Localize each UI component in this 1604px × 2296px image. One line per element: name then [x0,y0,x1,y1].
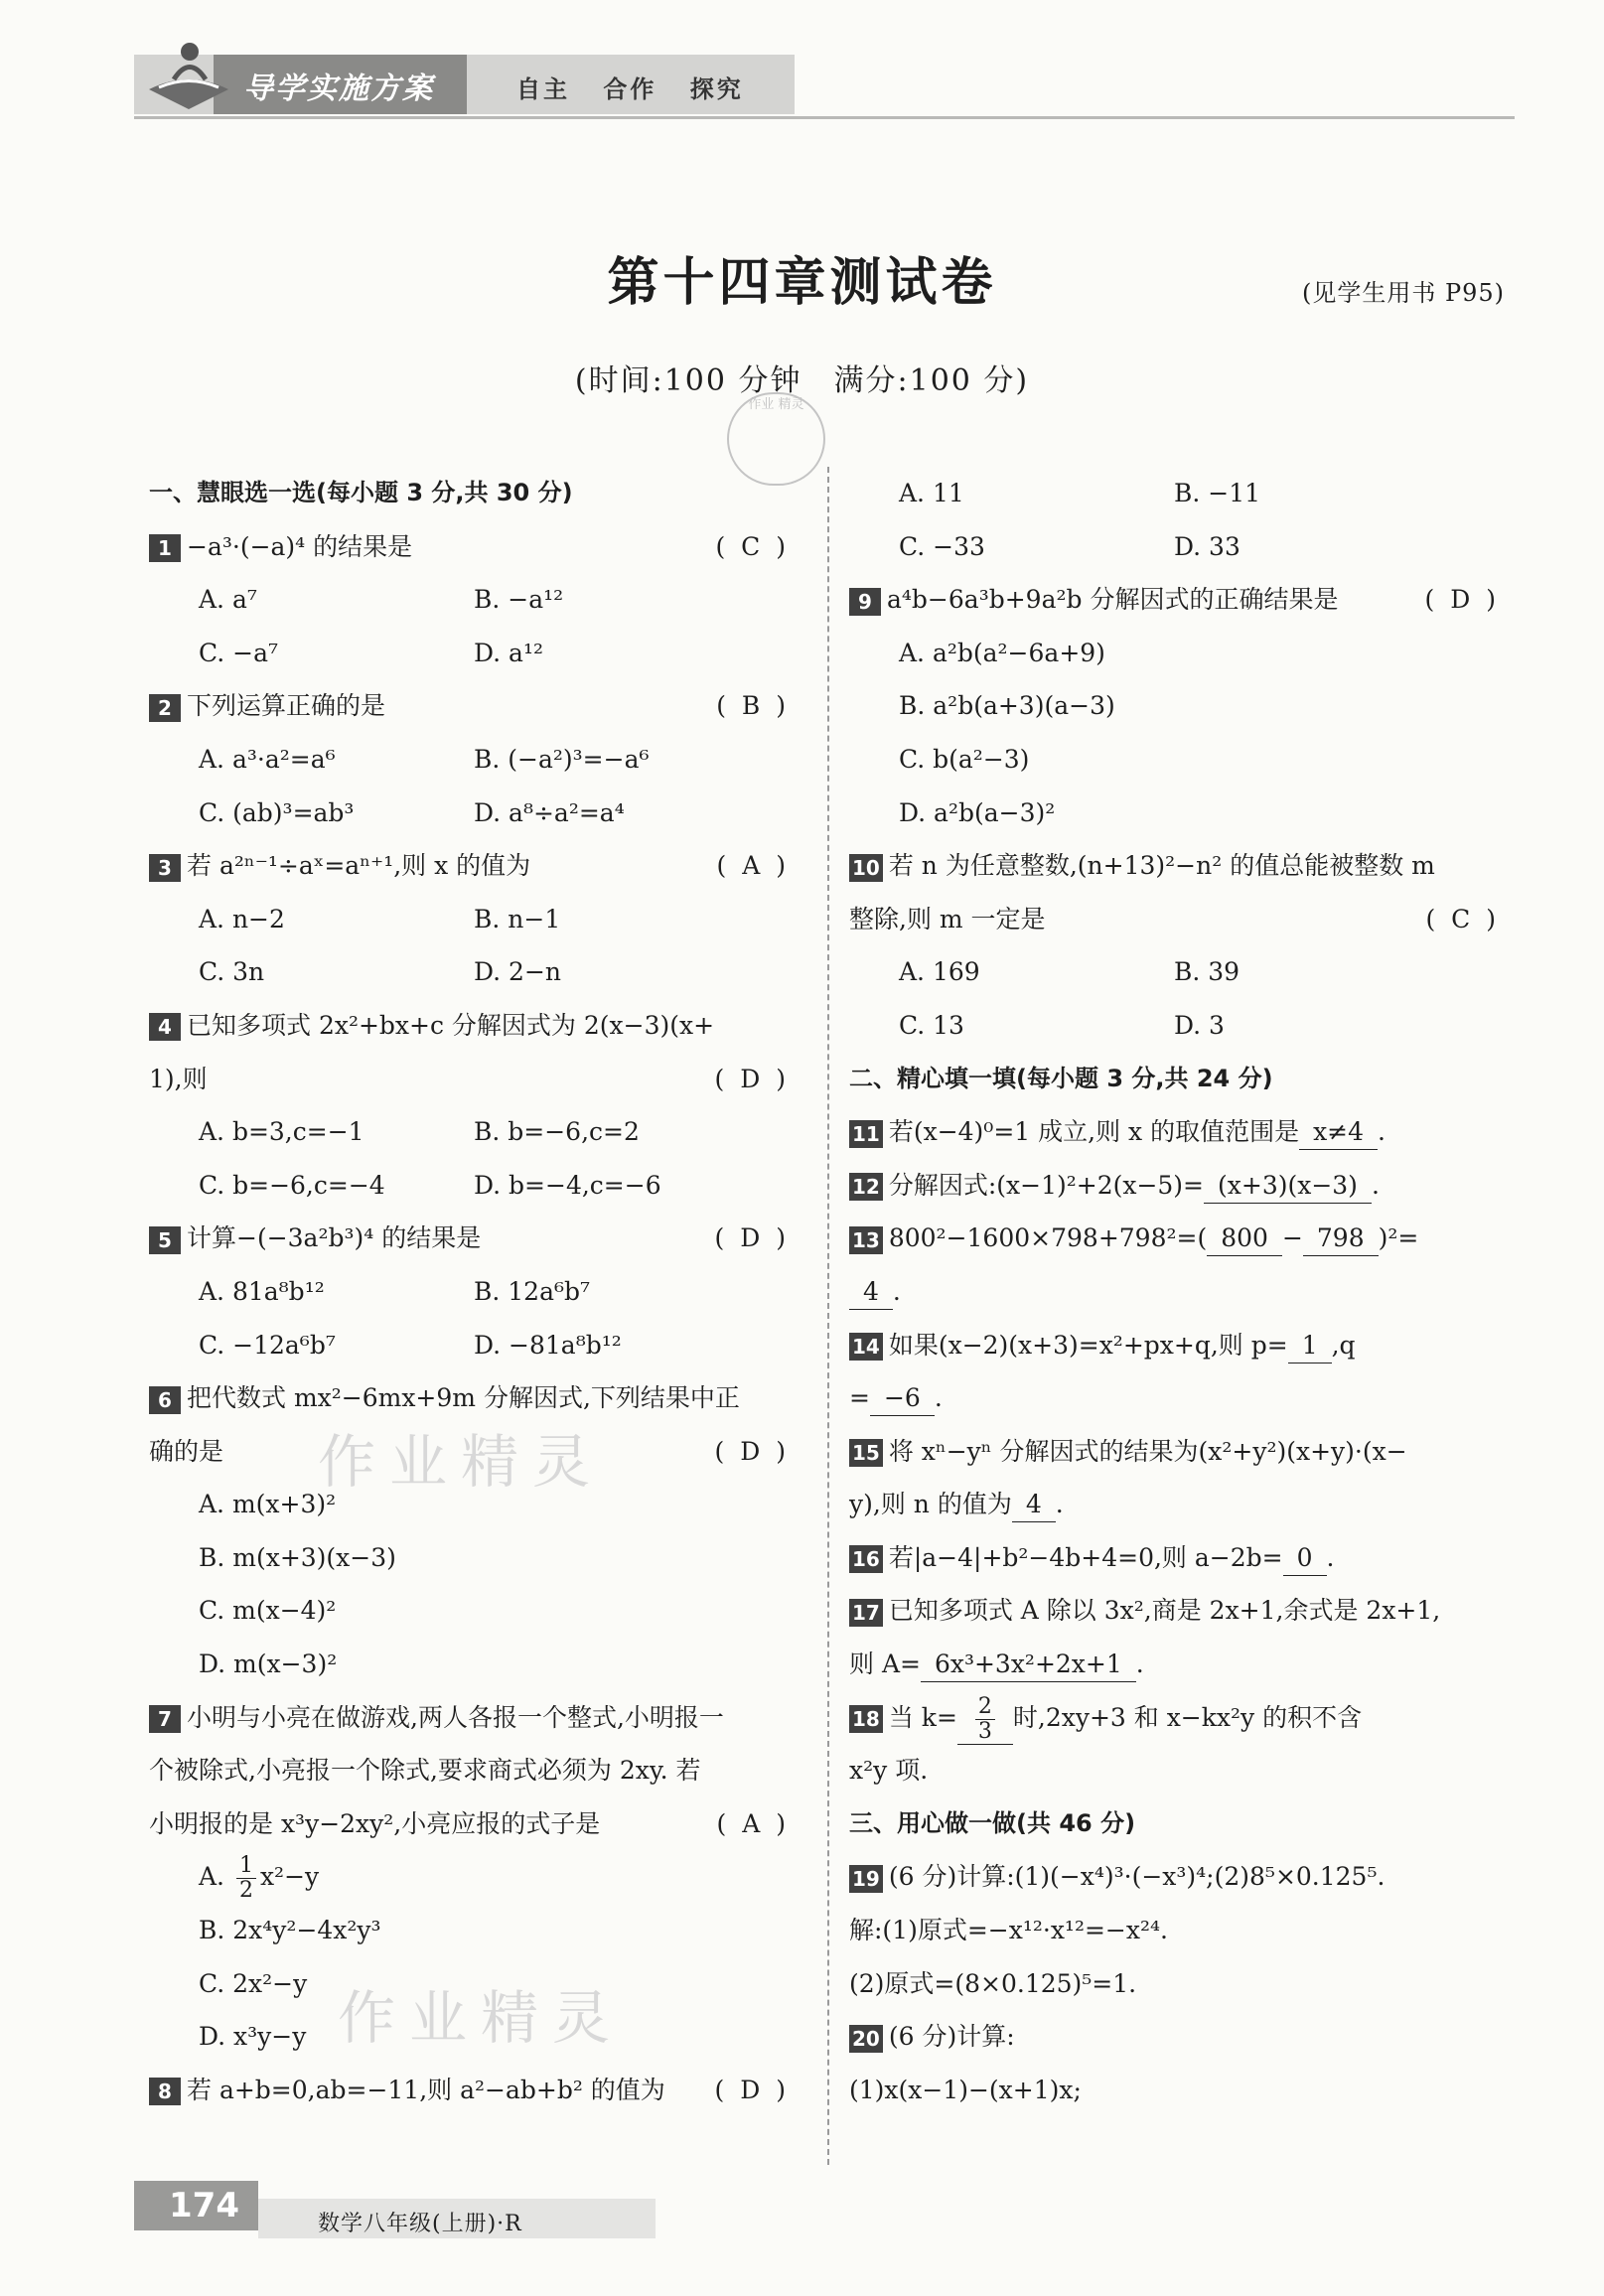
answer-choice: ( D ) [1424,585,1500,615]
question-text: 整除,则 m 一定是 [849,904,1046,933]
book-logo-icon [144,30,233,114]
answer-blank: 4 [1012,1488,1056,1522]
option: D. a²b(a−3)² [899,797,1056,827]
option-row [149,893,800,946]
question-number: 15 [849,1439,883,1467]
right-column [849,467,1510,2116]
question-text: 若(x−4)⁰=1 成立,则 x 的取值范围是 [888,1117,1300,1147]
option: C. m(x−4)² [199,1596,337,1626]
answer-blank: x≠4 [1299,1115,1378,1150]
option: D. 33 [1174,531,1240,561]
question [849,1212,1510,1265]
question [849,573,1510,627]
question-number: 20 [849,2025,883,2053]
question-number: 1 [149,534,181,562]
question-number: 19 [849,1865,883,1893]
header-tags: 自主 合作 探究 [516,75,744,103]
question-text: . [1326,1542,1335,1572]
option: A. 11 [899,479,964,507]
question-text: 则 A= [849,1650,921,1679]
option: B. −11 [1174,479,1261,507]
answer-choice: ( D ) [714,1436,790,1466]
question [149,839,800,893]
question-text: ,q [1331,1330,1356,1360]
option-row [149,1478,800,1531]
question-text: 将 xⁿ−yⁿ 分解因式的结果为(x²+y²)(x+y)·(x− [888,1436,1407,1466]
watermark: 作业精灵 [318,1428,605,1496]
option-row [149,945,800,999]
option: A. m(x+3)² [199,1490,337,1519]
section-heading: 三、用心做一做(共 46 分) [849,1808,1136,1837]
option-row [149,1850,800,1904]
option: D. 3 [1174,1010,1225,1040]
question-text: . [934,1383,943,1413]
question-text: 小明与小亮在做游戏,两人各报一个整式,小明报一 [187,1702,724,1732]
time-score-info: (时间:100 分钟 满分:100 分) [574,363,1030,398]
option: D. a¹² [474,638,543,667]
fraction-denominator: 3 [977,1718,992,1744]
text-line [849,2064,1510,2117]
option-row [149,787,800,840]
text-line [849,1371,1510,1425]
option: C. b=−6,c=−4 [199,1170,385,1200]
option: A. 81a⁸b¹² [199,1276,325,1306]
question [849,1691,1510,1745]
question [149,679,800,733]
option: C. 2x²−y [199,1968,308,1998]
option-row [149,1584,800,1638]
question-number: 18 [849,1705,883,1733]
answer-choice: ( D ) [714,1223,790,1253]
watermark: 作业精灵 [338,1984,625,2052]
answer-choice: ( A ) [716,851,790,881]
text-line [849,1904,1510,1957]
question-number: 6 [149,1386,181,1414]
question-text: 已知多项式 A 除以 3x²,商是 2x+1,余式是 2x+1, [888,1596,1441,1626]
option: C. −a⁷ [199,638,279,667]
option-row [849,787,1510,840]
option: B. 2x⁴y²−4x²y³ [199,1916,381,1945]
question-text: (2)原式=(8×0.125)⁵=1. [849,1968,1137,1998]
question-number: 3 [149,854,181,882]
answer-blank: 4 [849,1275,893,1310]
option: C. (ab)³=ab³ [199,797,355,827]
question-text: . [892,1276,901,1306]
question-text: 解:(1)原式=−x¹²·x¹²=−x²⁴. [849,1916,1168,1945]
text-line [149,1797,800,1851]
option: A. 169 [899,957,980,987]
answer-blank: −6 [870,1381,935,1416]
option: C. −33 [899,531,985,561]
option-row [149,2010,800,2064]
question-text: 若 a+b=0,ab=−11,则 a²−ab+b² 的值为 [187,2075,665,2104]
option-row [149,1319,800,1372]
section-heading: 一、慧眼选一选(每小题 3 分,共 30 分) [149,479,573,506]
text-line [849,1478,1510,1531]
question-text: . [1135,1650,1144,1679]
option: B. 39 [1174,957,1240,987]
question-text: x²y 项. [849,1756,929,1786]
text-line [149,1744,800,1797]
question [849,1531,1510,1585]
question-number: 17 [849,1599,883,1627]
option: B. (−a²)³=−a⁶ [474,744,650,774]
option-row [149,573,800,627]
question-text: 800²−1600×798+798²=( [888,1223,1208,1253]
option: D. a⁸÷a²=a⁴ [474,797,625,827]
question-number: 12 [849,1173,883,1201]
question-text: (1)x(x−1)−(x+1)x; [849,2075,1082,2104]
question [849,839,1510,893]
option: B. m(x+3)(x−3) [199,1542,396,1572]
option: C. 13 [899,1010,964,1040]
question-text: = [849,1383,870,1413]
question [849,1105,1510,1159]
question-number: 16 [849,1545,883,1573]
option: B. a²b(a+3)(a−3) [899,691,1115,721]
option: B. b=−6,c=2 [474,1117,640,1147]
answer-blank: 1 [1288,1329,1332,1363]
text-line [849,1265,1510,1319]
question-text: − [1281,1223,1303,1253]
question [849,1584,1510,1638]
question [149,1212,800,1265]
question-text: 分解因式:(x−1)²+2(x−5)= [888,1170,1205,1200]
page-title: 第十四章测试卷 [607,252,997,313]
column-divider [827,467,829,2165]
text-line [849,1957,1510,2011]
option-row [149,1957,800,2011]
answer-choice: ( C ) [1425,904,1500,933]
question-text: 当 k= [888,1702,957,1732]
option: A. a³·a²=a⁶ [199,744,336,774]
answer-blank: 6x³+3x²+2x+1 [921,1648,1136,1682]
header-brand: 导学实施方案 [243,72,434,106]
option: A. b=3,c=−1 [199,1117,365,1147]
book-reference: (见学生用书 P95) [1301,279,1505,307]
left-column [149,467,800,2116]
option: D. 2−n [474,957,562,987]
option: D. m(x−3)² [199,1650,338,1679]
option: B. n−1 [474,904,561,933]
question-text: 若|a−4|+b²−4b+4=0,则 a−2b= [888,1542,1283,1572]
answer-choice: ( D ) [714,1064,790,1093]
question-text: . [1378,1117,1385,1147]
question-text: y),则 n 的值为 [849,1490,1012,1519]
fraction [975,1695,995,1744]
question [149,2064,800,2117]
question-text: 计算−(−3a²b³)⁴ 的结果是 [187,1223,482,1253]
question-text: 时,2xy+3 和 x−kx²y 的积不含 [1012,1702,1363,1732]
question [149,999,800,1053]
question-number: 14 [849,1333,883,1361]
question-text: 若 a²ⁿ⁻¹÷aˣ=aⁿ⁺¹,则 x 的值为 [187,851,531,881]
question-text: 确的是 [149,1436,224,1466]
option-row [149,733,800,787]
question-text: . [1371,1170,1380,1200]
answer-choice: ( D ) [714,2075,790,2104]
question-number: 13 [849,1226,883,1254]
text-line [849,1744,1510,1797]
answer-blank: 800 [1207,1221,1282,1256]
option-row [849,467,1510,520]
question-text: (6 分)计算: [888,2022,1015,2052]
header-rule [134,116,1515,119]
question [149,520,800,574]
option-row [849,627,1510,680]
question [849,1319,1510,1372]
option: B. −a¹² [474,585,564,615]
answer-blank [957,1695,1013,1745]
question-text: 已知多项式 2x²+bx+c 分解因式为 2(x−3)(x+ [187,1010,715,1040]
fraction-numerator: 2 [975,1695,995,1720]
question-text: −a³·(−a)⁴ 的结果是 [187,531,413,561]
answer-blank: 0 [1283,1541,1327,1576]
question-number: 11 [849,1120,883,1148]
option: D. −81a⁸b¹² [474,1330,622,1360]
option: C. 3n [199,957,265,987]
question-number: 10 [849,854,883,882]
question-text: (6 分)计算:(1)(−x⁴)³·(−x³)⁴;(2)8⁵×0.125⁵. [888,1862,1385,1892]
option: D. x³y−y [199,2022,307,2052]
text-line [849,1638,1510,1691]
question-text: 把代数式 mx²−6mx+9m 分解因式,下列结果中正 [187,1383,740,1413]
question-number: 8 [149,2078,181,2105]
question [849,1425,1510,1479]
fraction-denominator: 2 [238,1878,253,1904]
question-text: 小明报的是 x³y−2xy²,小亮应报的式子是 [149,1808,601,1838]
question-number: 9 [849,588,881,616]
question-text: 个被除式,小亮报一个除式,要求商式必须为 2xy. 若 [149,1756,701,1786]
fraction-numerator: 1 [236,1854,256,1879]
question [149,1691,800,1745]
option-row [149,627,800,680]
answer-choice: ( B ) [716,691,790,721]
question-text: 若 n 为任意整数,(n+13)²−n² 的值总能被整数 m [888,851,1435,881]
answer-blank: 798 [1303,1221,1379,1256]
option: D. b=−4,c=−6 [474,1170,661,1200]
option-row [149,1531,800,1585]
option: A. a²b(a²−6a+9) [899,638,1105,667]
option: C. b(a²−3) [899,744,1030,774]
answer-blank: (x+3)(x−3) [1204,1169,1372,1204]
answer-choice: ( C ) [715,531,790,561]
question-text: 如果(x−2)(x+3)=x²+px+q,则 p= [888,1330,1288,1360]
question-number: 5 [149,1226,181,1254]
question-number: 4 [149,1013,181,1041]
question-text: . [1055,1490,1064,1519]
question [149,1371,800,1425]
option-row [149,1904,800,1957]
option: C. −12a⁶b⁷ [199,1330,336,1360]
option-row [849,679,1510,733]
section-heading: 二、精心填一填(每小题 3 分,共 24 分) [849,1064,1273,1092]
question-text: a⁴b−6a³b+9a²b 分解因式的正确结果是 [887,585,1339,615]
option-row [849,999,1510,1053]
option: A. n−2 [199,904,285,933]
option: B. 12a⁶b⁷ [474,1276,591,1306]
option-row [149,1159,800,1213]
option-row [149,1265,800,1319]
option-row [849,733,1510,787]
option: A. [199,1862,232,1892]
option-row [149,1105,800,1159]
text-line [149,1053,800,1106]
fraction [236,1854,256,1903]
text-line [849,893,1510,946]
watermark-stamp: 作业 精灵 [727,392,825,486]
question [849,1850,1510,1904]
question [849,1159,1510,1213]
option-row [849,945,1510,999]
option: x²−y [259,1862,320,1892]
option-row [149,1638,800,1691]
option: A. a⁷ [199,585,257,615]
question [849,2010,1510,2064]
page-number: 174 [134,2181,258,2230]
question-number: 2 [149,694,181,722]
question-number: 7 [149,1705,181,1733]
question-text: 下列运算正确的是 [187,691,386,721]
question-text: )²= [1378,1223,1419,1253]
answer-choice: ( A ) [716,1808,790,1838]
option-row [849,520,1510,574]
text-line [149,1425,800,1479]
footer-book-title: 数学八年级(上册)·R [318,2212,522,2236]
question-text: 1),则 [149,1064,208,1093]
